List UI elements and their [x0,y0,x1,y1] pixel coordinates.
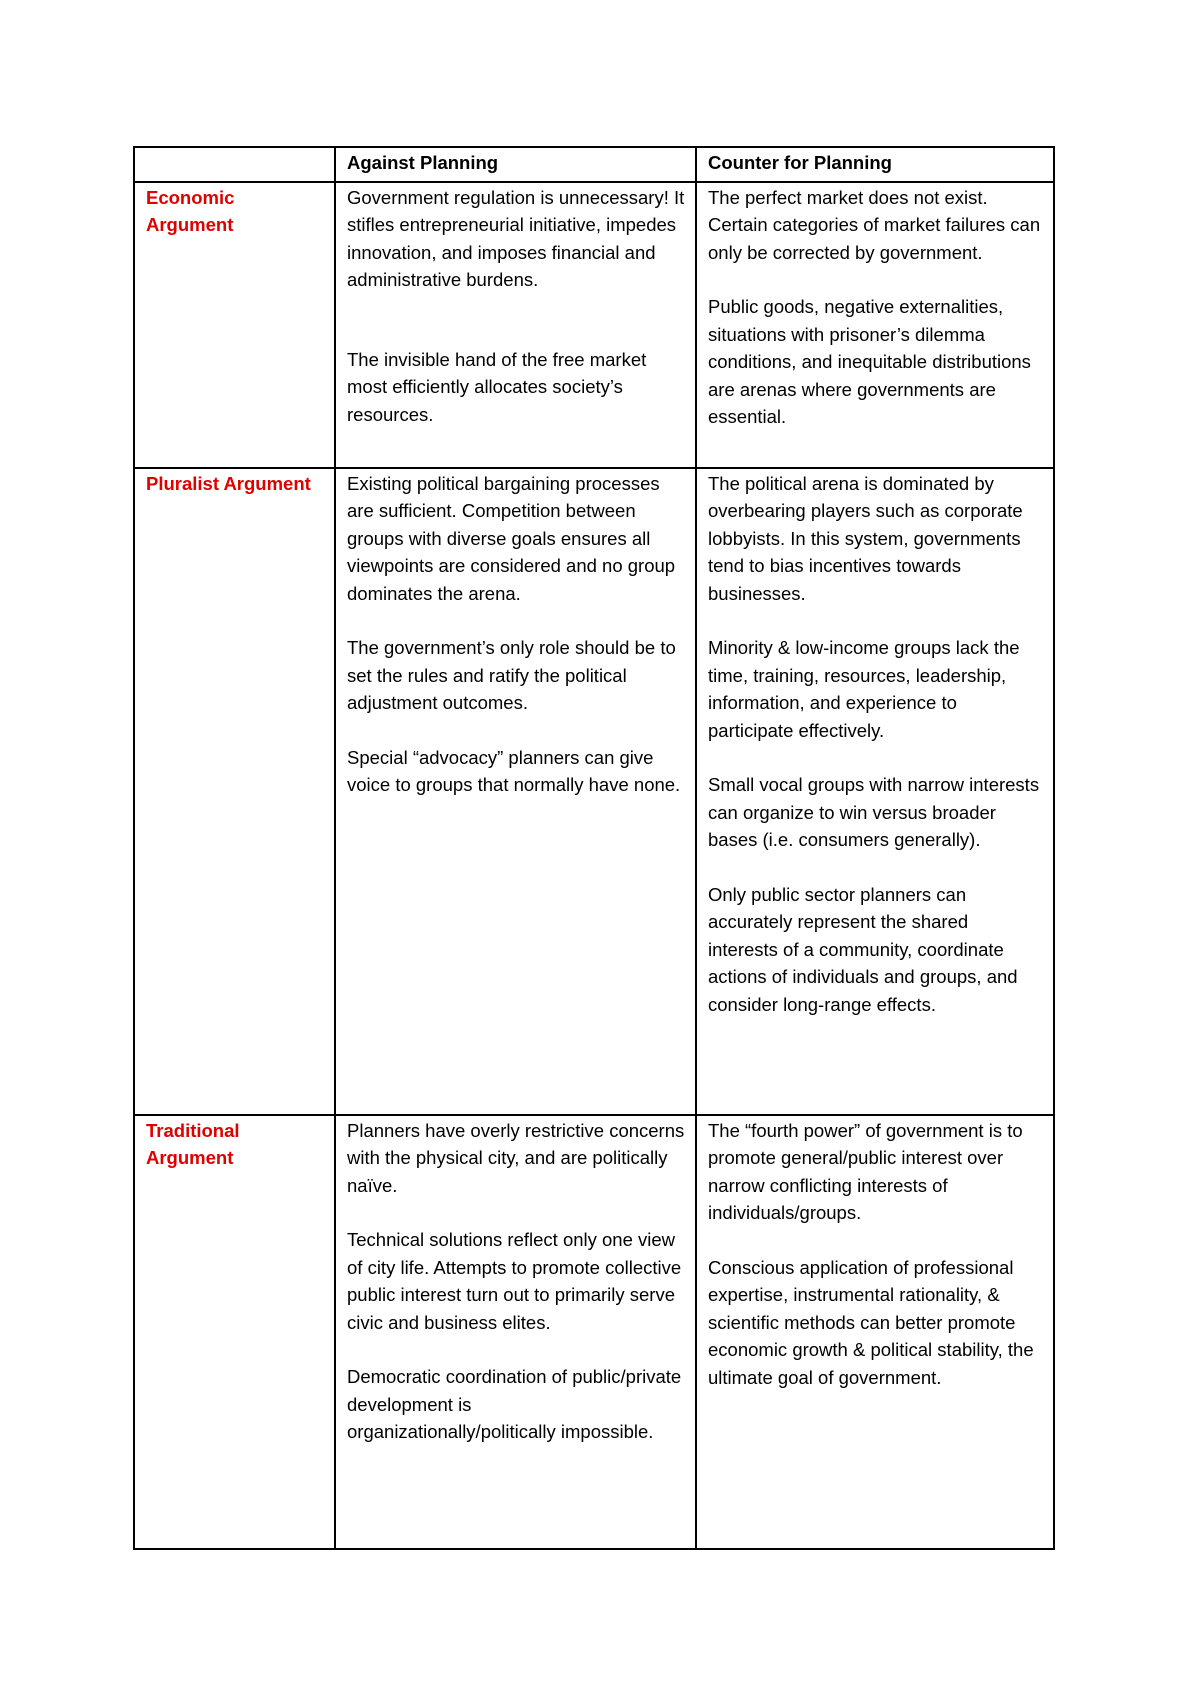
paragraph: Public goods, negative externalities, situations with prisoner’s dilemma conditions, and inequitable distributions are arenas where governments are essential. [708,296,1031,427]
paragraph: The invisible hand of the free market most efficiently allocates society’s resources. [347,348,647,425]
paragraph: Democratic coordination of public/private development is organizationally/politically impossible. [347,1366,682,1442]
row-label-traditional: Traditional Argument [134,1115,335,1549]
paragraph: Conscious application of professional expertise, instrumental rationality, & scientific methods can better promote economic growth & political stability, the ultimate goal of government. [708,1256,1034,1388]
paragraph: Existing political bargaining processes are sufficient. Competition between groups with diverse goals ensures all viewpoints are considered and no group dominates the arena. [347,472,676,604]
row-label-economic: Economic Argument [134,182,335,468]
paragraph: Small vocal groups with narrow interests can organize to win versus broader bases (i.e. consumers generally). [708,774,1040,850]
cell-pluralist-against [335,468,696,1115]
cell-economic-against [335,182,696,468]
table-row-traditional [134,1115,1054,1549]
paragraph: Special “advocacy” planners can give voice to groups that normally have none. [347,746,681,795]
header-against-planning: Against Planning [335,147,696,182]
cell-economic-counter [696,182,1054,468]
paragraph: The government’s only role should be to set the rules and ratify the political adjustment outcomes. [347,637,676,713]
cell-pluralist-counter [696,468,1054,1115]
paragraph: The perfect market does not exist. Certain categories of market failures can only be corrected by government. [708,186,1041,263]
header-counter-for-planning: Counter for Planning [696,147,1054,182]
header-corner-cell [134,147,335,182]
paragraph: The “fourth power” of government is to promote general/public interest over narrow conflicting interests of individuals/groups. [708,1119,1023,1223]
cell-traditional-against [335,1115,696,1549]
paragraph: The political arena is dominated by overbearing players such as corporate lobbyists. In this system, governments tend to bias incentives towards businesses. [708,472,1023,604]
paragraph: Planners have overly restrictive concerns with the physical city, and are politically naïve. [347,1119,685,1196]
paragraph: Minority & low-income groups lack the time, training, resources, leadership, information, and experience to participate effectively. [708,637,1020,741]
paragraph: Technical solutions reflect only one view of city life. Attempts to promote collective public interest turn out to primarily serve civic and business elites. [347,1229,682,1333]
table-header-row [134,147,1054,182]
row-label-pluralist: Pluralist Argument [134,468,335,1115]
table-row-pluralist [134,468,1054,1115]
arguments-table [133,146,1055,1550]
paragraph: Government regulation is unnecessary! It stifles entrepreneurial initiative, impedes innovation, and imposes financial and administrative burdens. [347,186,685,290]
table-row-economic [134,182,1054,468]
paragraph: Only public sector planners can accurately represent the shared interests of a community, coordinate actions of individuals and groups, and consider long-range effects. [708,883,1018,1015]
cell-traditional-counter [696,1115,1054,1549]
